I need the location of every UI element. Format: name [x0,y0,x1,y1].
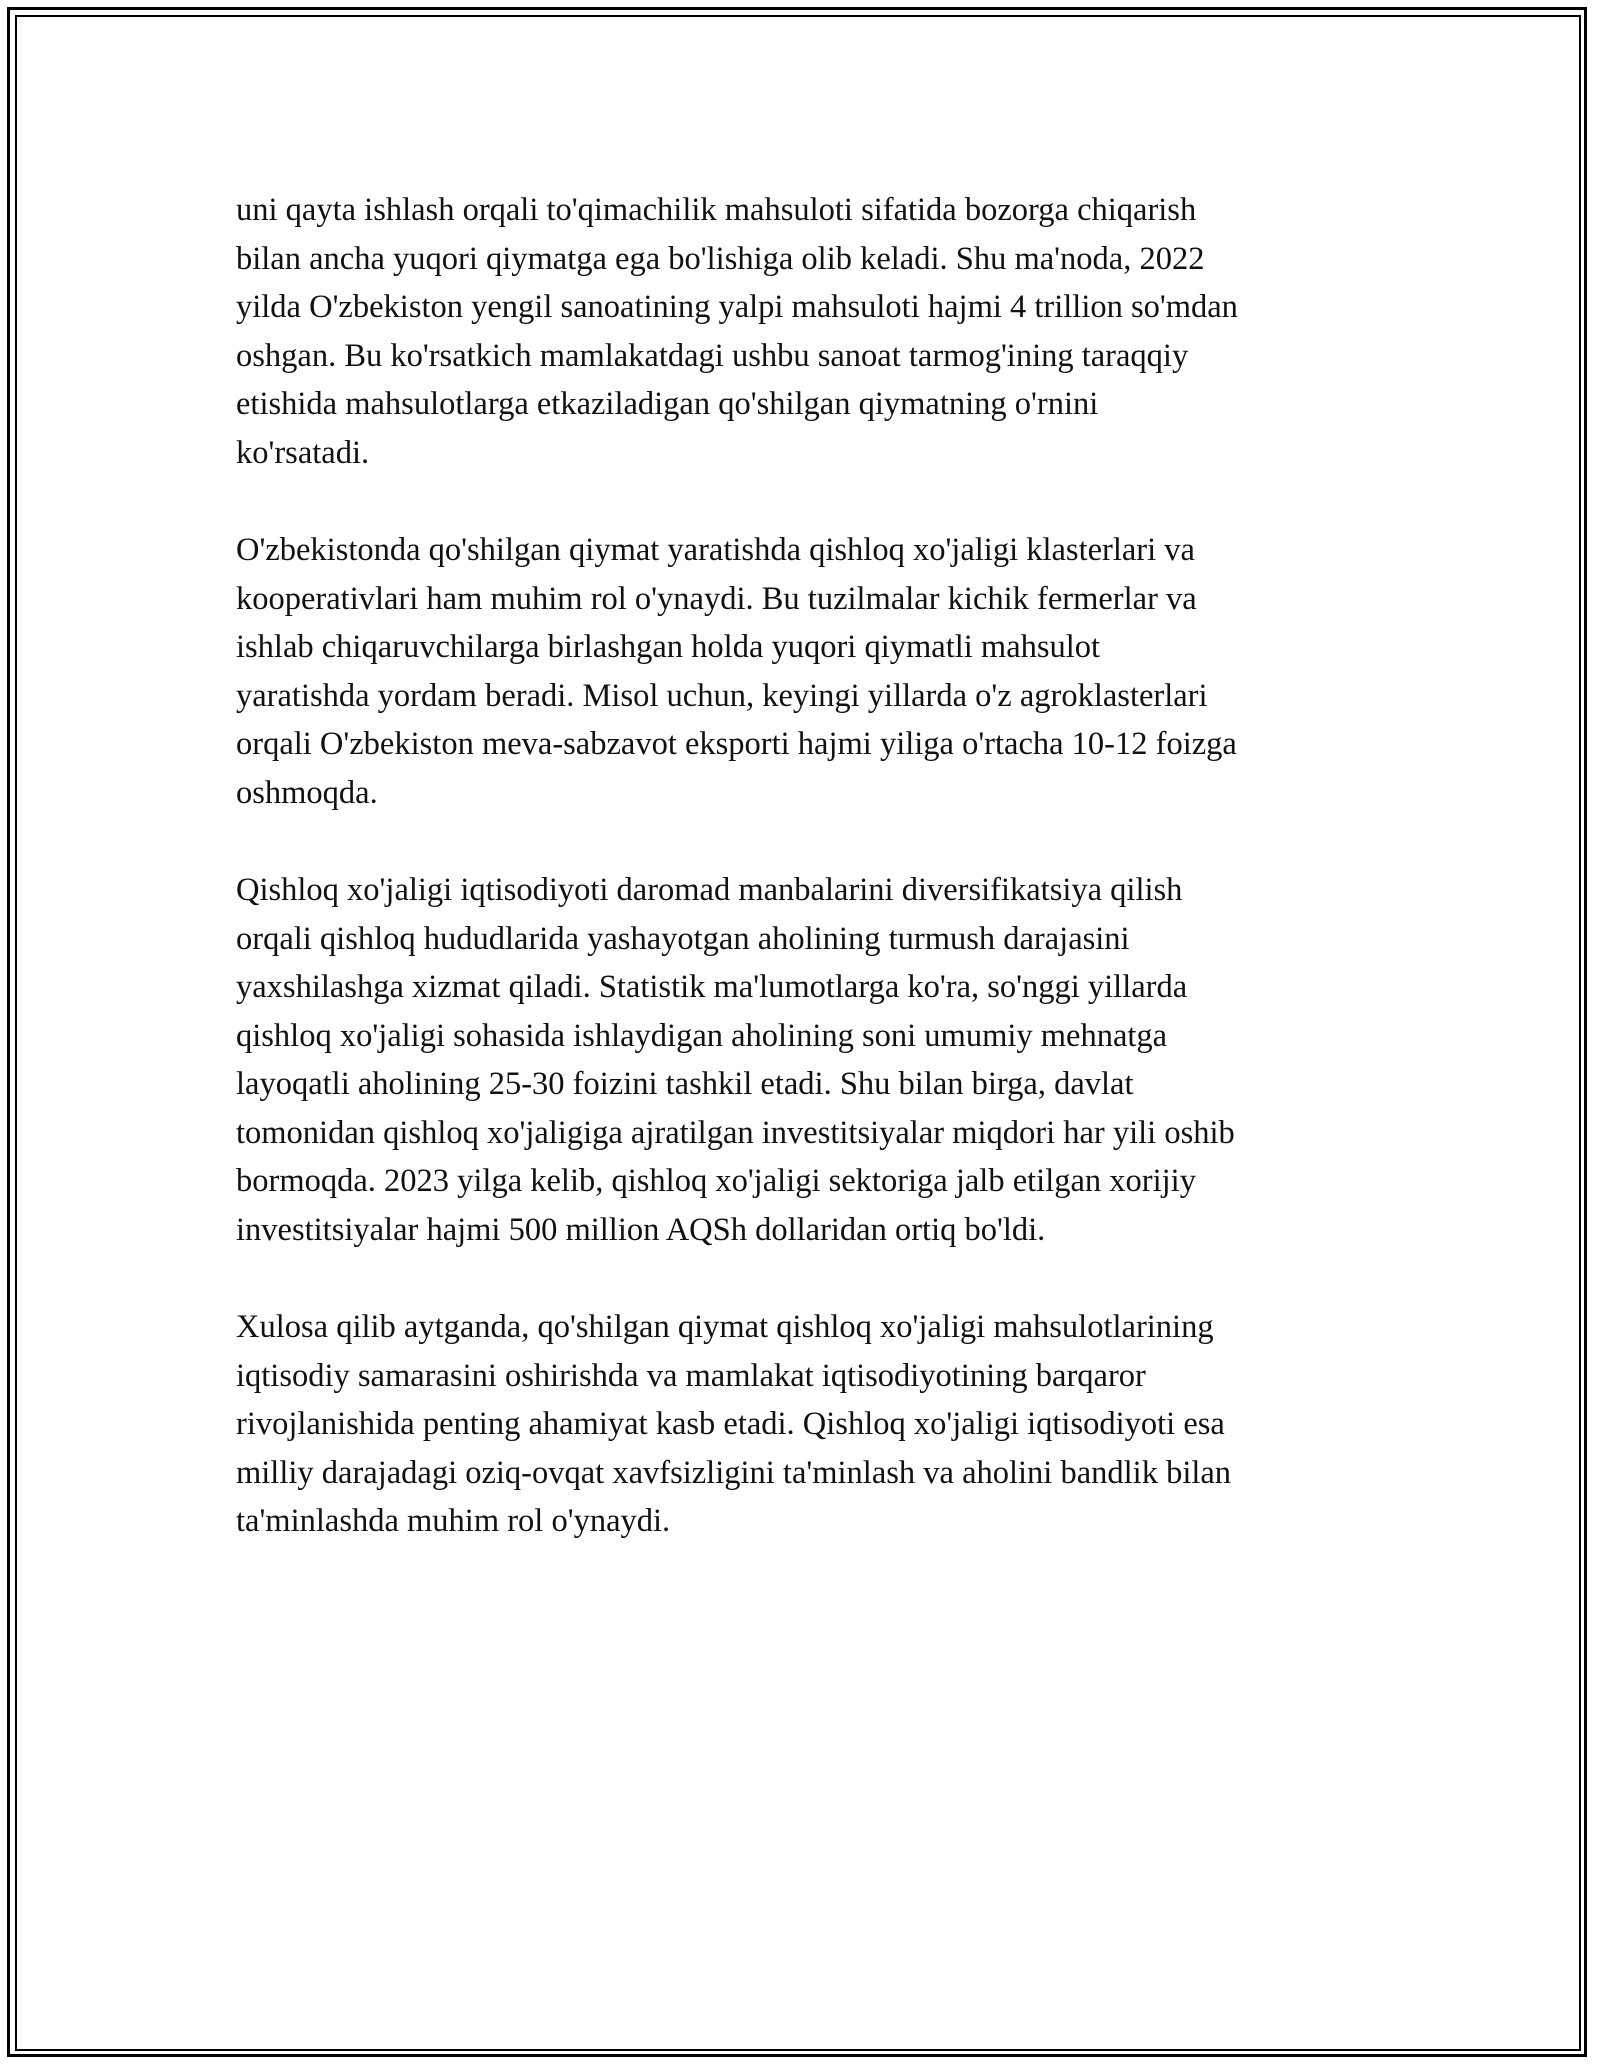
text-line: yaxshilashga xizmat qiladi. Statistik ma'lumotlarga ko'ra, so'nggi yillarda [236,969,1188,1005]
text-line: orqali qishloq hududlarida yashayotgan aholining turmush darajasini [236,920,1130,957]
text-line: oshgan. Bu ko'rsatkich mamlakatdagi ushbu sanoat tarmog'ining taraqqiy [236,337,1189,374]
text-line: orqali O'zbekiston meva-sabzavot eksporti hajmi yiliga o'rtacha 10-12 foizga [236,726,1237,762]
text-line: tomonidan qishloq xo'jaligiga ajratilgan investitsiyalar miqdori har yili oshib [236,1114,1235,1151]
text-line: kooperativlari ham muhim rol o'ynaydi. Bu tuzilmalar kichik fermerlar va [236,580,1197,617]
text-line: uni qayta ishlash orqali to'qimachilik mahsuloti sifatida bozorga chiqarish [236,192,1197,228]
text-line: qishloq xo'jaligi sohasida ishlaydigan aholining soni umumiy mehnatga [236,1017,1168,1054]
text-line: ko'rsatadi. [236,434,370,471]
text-line: Qishloq xo'jaligi iqtisodiyoti daromad manbalarini diversifikatsiya qilish [236,872,1183,908]
paragraph-3 [236,866,1376,1254]
document-body [236,186,1376,1595]
text-line: Xulosa qilib aytganda, qo'shilgan qiymat qishloq xo'jaligi mahsulotlarining [236,1309,1214,1345]
text-line: bormoqda. 2023 yilga kelib, qishloq xo'jaligi sektoriga jalb etilgan xorijiy [236,1163,1196,1199]
text-line: bilan ancha yuqori qiymatga ega bo'lishiga olib keladi. Shu ma'noda, 2022 [236,240,1205,277]
text-line: yaratishda yordam beradi. Misol uchun, keyingi yillarda o'z agroklasterlari [236,677,1208,714]
text-line: oshmoqda. [236,774,378,811]
paragraph-4 [236,1303,1376,1546]
text-line: O'zbekistonda qo'shilgan qiymat yaratishda qishloq xo'jaligi klasterlari va [236,532,1195,568]
text-line: etishida mahsulotlarga etkaziladigan qo'shilgan qiymatning o'rnini [236,386,1099,422]
paragraph-2 [236,526,1376,817]
text-line: milliy darajadagi oziq-ovqat xavfsizligini ta'minlash va aholini bandlik bilan [236,1454,1232,1491]
text-line: investitsiyalar hajmi 500 million AQSh dollaridan ortiq bo'ldi. [236,1211,1046,1248]
text-line: iqtisodiy samarasini oshirishda va mamlakat iqtisodiyotining barqaror [236,1357,1146,1394]
text-line: layoqatli aholining 25-30 foizini tashkil etadi. Shu bilan birga, davlat [236,1066,1134,1102]
paragraph-1 [236,186,1376,477]
text-line: yilda O'zbekiston yengil sanoatining yalpi mahsuloti hajmi 4 trillion so'mdan [236,289,1238,325]
text-line: rivojlanishida penting ahamiyat kasb etadi. Qishloq xo'jaligi iqtisodiyoti esa [236,1406,1225,1442]
text-line: ta'minlashda muhim rol o'ynaydi. [236,1503,671,1539]
text-line: ishlab chiqaruvchilarga birlashgan holda yuqori qiymatli mahsulot [236,629,1101,665]
